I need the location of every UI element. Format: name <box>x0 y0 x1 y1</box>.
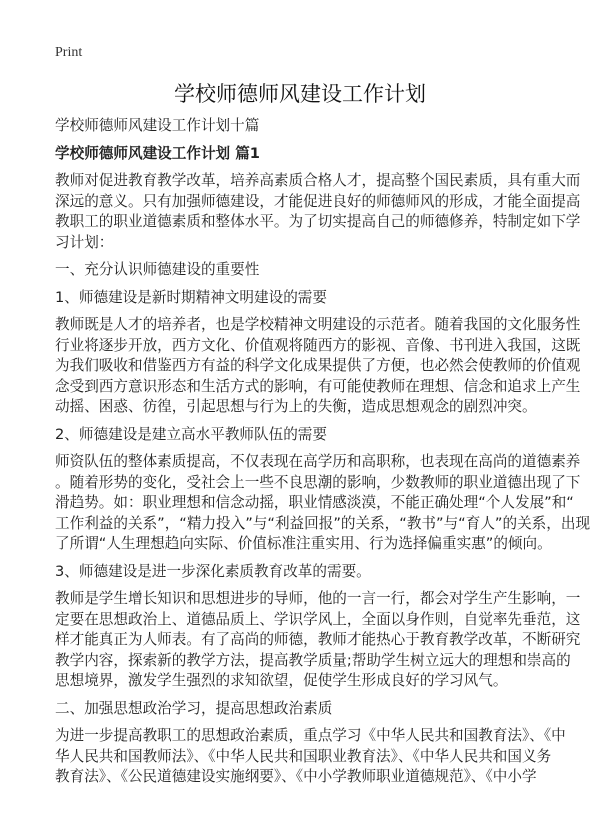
text-line: 华人民共和国教师法》、《中华人民共和国职业教育法》、《中华人民共和国义务 <box>55 747 552 765</box>
paragraph <box>55 315 581 418</box>
paragraph <box>55 452 591 555</box>
text-line: 习计划： <box>55 233 114 251</box>
text-line: 行业将逐步开放，西方文化、价值观将随西方的影视、音像、书刊进入我国，这既 <box>55 336 581 354</box>
document-title: 学校师德师风建设工作计划 <box>174 82 426 106</box>
section-heading-text <box>55 425 555 446</box>
text-line: 动摇、困惑、彷徨，引起思想与行为上的失衡，造成思想观念的剧烈冲突。 <box>55 398 537 415</box>
text-line: 1、师德建设是新时期精神文明建设的需要 <box>55 288 327 306</box>
section-heading-text <box>55 699 555 720</box>
document-body <box>55 116 591 795</box>
content-blocks <box>55 171 591 788</box>
text-line: 样才能真正为人师表。有了高尚的师德，教师才能热心于教育教学改革，不断研究 <box>55 631 581 648</box>
text-line: 。随着形势的变化，受社会上一些不良思潮的影响，少数教师的职业道德出现了下 <box>55 473 581 491</box>
text-line: 了所谓“人生理想趋向实际、价值标准注重实用、行为选择偏重实惠”的倾向。 <box>55 535 552 552</box>
section-heading-text <box>55 288 555 309</box>
text-line: 一、充分认识师德建设的重要性 <box>55 261 260 278</box>
text-line: 定要在思想政治上、道德品质上、学识学风上，全面以身作则，自觉率先垂范，这 <box>55 610 581 628</box>
text-line: 为进一步提高教职工的思想政治素质，重点学习《中华人民共和国教育法》、《中 <box>55 727 566 744</box>
section-heading-text <box>55 260 555 281</box>
subtitle: 学校师德师风建设工作计划十篇 <box>55 117 260 134</box>
text-line: 工作利益的关系”，“精力投入”与“利益回报”的关系，“教书”与“育人”的关系，出现 <box>55 514 591 532</box>
text-line: 教师是学生增长知识和思想进步的导师，他的一言一行，都会对学生产生影响，一 <box>55 590 581 607</box>
section-heading: 学校师德师风建设工作计划 篇1 <box>55 144 260 162</box>
text-line: 教职工的职业道德素质和整体水平。为了切实提高自己的师德修养，特制定如下学 <box>55 213 581 230</box>
text-line: 教育法》、《公民道德建设实施纲要》、《中小学教师职业道德规范》、《中小学 <box>55 768 537 785</box>
text-line: 3、师德建设是进一步深化素质教育改革的需要。 <box>55 562 371 580</box>
text-line: 念受到西方意识形态和生活方式的影响，有可能使教师在理想、信念和追求上产生 <box>55 377 581 395</box>
text-line: 深远的意义。只有加强师德建设，才能促进良好的师德师风的形成，才能全面提高 <box>55 192 581 210</box>
text-line: 师资队伍的整体素质提高，不仅表现在高学历和高职称，也表现在高尚的道德素养 <box>55 453 581 470</box>
text-line: 教学内容，探索新的教学方法，提高教学质量;帮助学生树立远大的理想和崇高的 <box>55 651 571 669</box>
print-label: Print <box>55 45 83 60</box>
paragraph <box>55 726 566 788</box>
text-line: 滑趋势。如：职业理想和信念动摇，职业情感淡漠，不能正确处理“个人发展”和“ <box>55 494 574 511</box>
paragraph <box>55 589 581 692</box>
text-line: 为我们吸收和借鉴西方有益的科学文化成果提供了方便，也必然会使教师的价值观 <box>55 357 581 374</box>
text-line: 二、加强思想政治学习，提高思想政治素质 <box>55 699 333 717</box>
text-line: 思想境界，激发学生强烈的求知欲望，促使学生形成良好的学习风气。 <box>55 672 508 689</box>
section-heading-text <box>55 562 555 583</box>
text-line: 教师既是人才的培养者，也是学校精神文明建设的示范者。随着我国的文化服务性 <box>55 316 581 333</box>
text-line: 教师对促进教育教学改革，培养高素质合格人才，提高整个国民素质，具有重大而 <box>55 172 581 189</box>
text-line: 2、师德建设是建立高水平教师队伍的需要 <box>55 425 327 443</box>
paragraph <box>55 171 581 253</box>
